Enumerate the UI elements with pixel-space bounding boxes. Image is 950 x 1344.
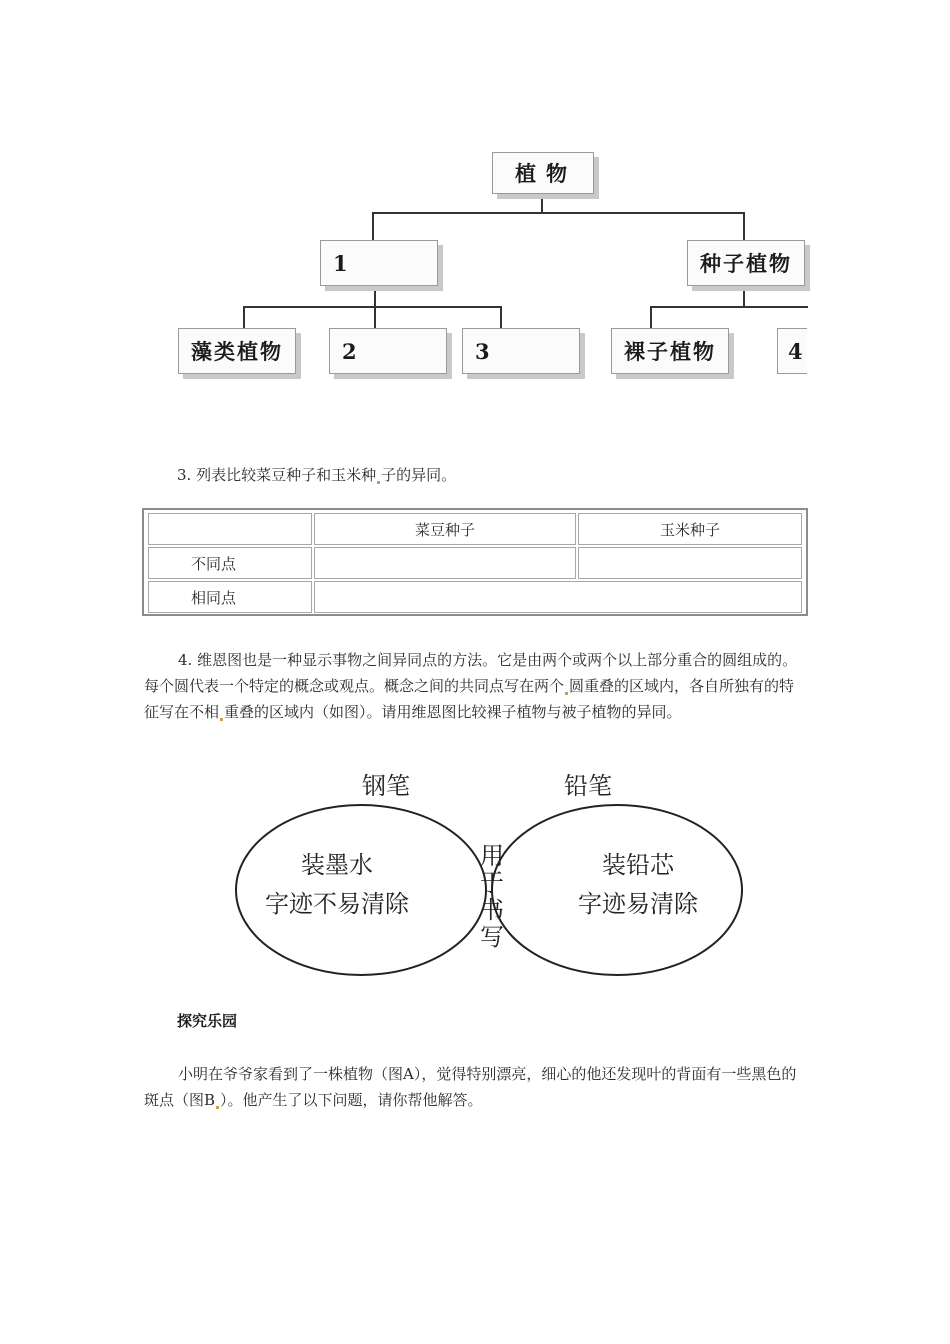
left-branch-drop (372, 212, 374, 240)
venn-center-char-2: 于 (480, 869, 504, 897)
venn-center-char-3: 书 (480, 896, 504, 924)
right-branch-drop (743, 212, 745, 240)
leaf-node-1 (178, 328, 296, 374)
leaf-node-5 (777, 328, 807, 374)
marker-dot (220, 718, 223, 721)
root-node-label: 植物 (515, 161, 577, 186)
marker-dot (565, 692, 568, 695)
left-subtree-crossbar (243, 306, 502, 308)
table-header-bean-label: 菜豆种子 (414, 520, 475, 539)
table-header-blank (148, 513, 312, 545)
section-body (144, 1061, 806, 1113)
venn-center-char-4: 写 (480, 923, 504, 951)
level1-right-node (687, 240, 805, 286)
question-3 (177, 462, 797, 488)
marker-dot (377, 481, 380, 484)
leaf-label-3: 3 (475, 338, 492, 364)
table-header-corn-label: 玉米种子 (659, 520, 720, 539)
level1-right-label: 种子植物 (700, 251, 792, 276)
venn-diagram (230, 760, 750, 985)
question-3-text-b: 子的异同。 (381, 466, 457, 484)
venn-center-char-1: 用 (480, 842, 504, 870)
table-cell-differences-corn (578, 547, 802, 579)
question-3-text-a: 3. 列表比较菜豆种子和玉米种 (177, 466, 377, 484)
venn-left-line2: 字迹不易清除 (265, 890, 409, 918)
right-subtree-stem (743, 287, 745, 307)
table-cell-similarities (314, 581, 802, 613)
question-4-text-a: 4. 维恩图也是一种显示事物之间异同点的方法。它是由两个或两个以上部分重合的圆组成的。每个圆代表一个特定的概念或观点。概念之间的共同点写在两个 (144, 651, 798, 695)
leaf-label-5: 4 (788, 338, 805, 364)
venn-right-title: 铅笔 (564, 772, 612, 800)
question-4 (144, 647, 806, 725)
venn-left-line1: 装墨水 (301, 851, 373, 879)
section-title: 探究乐园 (177, 1012, 238, 1030)
question-4-text-c: 重叠的区域内（如图）。请用维恩图比较裸子植物与被子植物的异同。 (224, 703, 682, 721)
right-subtree-crossbar (650, 306, 808, 308)
table-header-bean (314, 513, 576, 545)
leaf-label-4: 裸子植物 (624, 339, 716, 364)
table-cell-differences-bean (314, 547, 576, 579)
plant-classification-tree (0, 0, 950, 420)
section-body-text-b: ）。他产生了以下问题，请你帮他解答。 (220, 1091, 483, 1109)
leaf3-drop (500, 306, 502, 328)
comparison-table (142, 508, 808, 616)
table-header-corn (578, 513, 802, 545)
section-body-text-a: 小明在爷爷家看到了一株植物（图A），觉得特别漂亮，细心的他还发现叶的背面有一些黑色的斑点（图B (144, 1065, 797, 1109)
leaf-node-2 (329, 328, 447, 374)
leaf-label-2: 2 (342, 338, 359, 364)
question-4-text-b: 圆重叠的区域内，各自所独有的特征写在不相 (144, 677, 795, 721)
level1-left-label: 1 (333, 250, 350, 276)
leaf-node-4 (611, 328, 729, 374)
marker-dot (216, 1106, 219, 1109)
venn-right-line2: 字迹易清除 (578, 890, 698, 918)
level1-crossbar (372, 212, 745, 214)
leaf4-drop (650, 306, 652, 328)
table-row-differences-label: 不同点 (148, 547, 312, 579)
level1-left-node (320, 240, 438, 286)
left-subtree-stem (374, 287, 376, 307)
leaf-node-3 (462, 328, 580, 374)
leaf2-drop (374, 306, 376, 328)
table-row-similarities-label: 相同点 (148, 581, 312, 613)
venn-left-title: 钢笔 (362, 772, 410, 800)
leaf1-drop (243, 306, 245, 328)
leaf-label-1: 藻类植物 (191, 339, 283, 364)
root-stem (541, 193, 543, 213)
venn-right-line1: 装铅芯 (602, 851, 674, 879)
root-node (492, 152, 594, 194)
